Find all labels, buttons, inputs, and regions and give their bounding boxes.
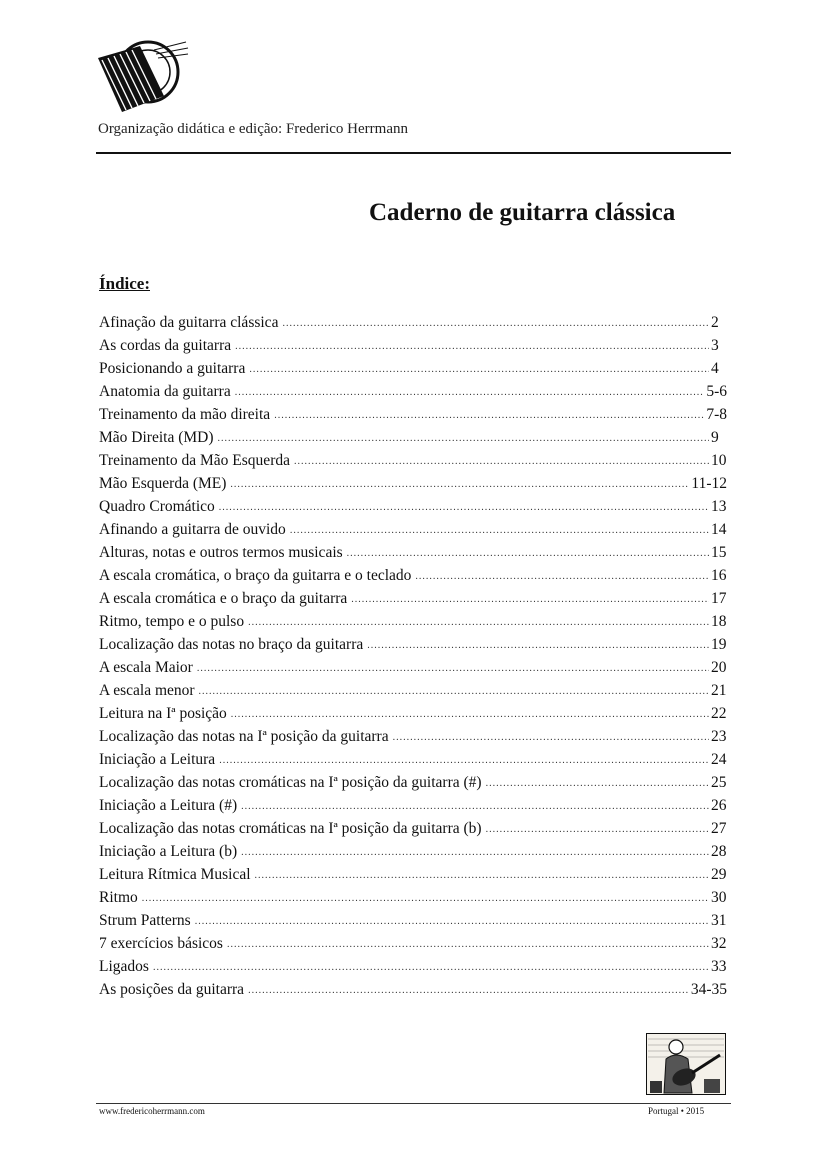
toc-entry-page: 30 (711, 889, 727, 906)
toc-entry-label: Strum Patterns (99, 912, 191, 929)
toc-leader-dots (227, 939, 709, 950)
toc-entry-page: 14 (711, 521, 727, 538)
toc-leader-dots (195, 916, 709, 927)
toc-entry-label: A escala cromática e o braço da guitarra (99, 590, 348, 607)
toc-entry-page: 15 (711, 544, 727, 561)
toc-entry-label: Afinação da guitarra clássica (99, 314, 279, 331)
toc-leader-dots (153, 962, 709, 973)
toc-entry-page: 13 (711, 498, 727, 515)
toc-leader-dots (248, 985, 689, 996)
toc-leader-dots (249, 364, 709, 375)
toc-leader-dots (415, 571, 709, 582)
toc-entry-label: A escala menor (99, 682, 195, 699)
toc-leader-dots (230, 479, 689, 490)
toc-leader-dots (351, 594, 709, 605)
toc-entry[interactable] (99, 912, 727, 935)
toc-entry-label: Mão Esquerda (ME) (99, 475, 227, 492)
toc-entry-label: Localização das notas no braço da guitarra (99, 636, 364, 653)
toc-entry-page: 24 (711, 751, 727, 768)
toc-leader-dots (347, 548, 709, 559)
toc-entry-label: Ritmo, tempo e o pulso (99, 613, 245, 630)
toc-entry[interactable] (99, 774, 727, 797)
toc-entry-page: 28 (711, 843, 727, 860)
toc-entry[interactable] (99, 636, 727, 659)
toc-leader-dots (199, 686, 709, 697)
toc-leader-dots (486, 778, 709, 789)
toc-entry-label: A escala Maior (99, 659, 193, 676)
toc-entry-page: 25 (711, 774, 727, 791)
toc-entry-page: 9 (711, 429, 719, 446)
footer-location-year: Portugal • 2015 (648, 1106, 705, 1116)
toc-entry-page: 18 (711, 613, 727, 630)
toc-entry[interactable] (99, 314, 727, 337)
toc-entry-page: 21 (711, 682, 727, 699)
toc-entry-page: 3 (711, 337, 719, 354)
toc-entry[interactable] (99, 475, 727, 498)
toc-entry[interactable] (99, 705, 727, 728)
toc-entry[interactable] (99, 337, 727, 360)
toc-entry-label: Anatomia da guitarra (99, 383, 231, 400)
toc-entry-page: 23 (711, 728, 727, 745)
toc-entry-page: 31 (711, 912, 727, 929)
toc-leader-dots (241, 801, 709, 812)
index-heading: Índice: (99, 274, 150, 293)
toc-leader-dots (294, 456, 709, 467)
toc-entry[interactable] (99, 866, 727, 889)
table-of-contents (99, 314, 727, 1004)
toc-entry[interactable] (99, 590, 727, 613)
organization-credit: Organização didática e edição: Frederico Herrmann (98, 121, 408, 137)
toc-entry-label: As cordas da guitarra (99, 337, 232, 354)
toc-entry[interactable] (99, 682, 727, 705)
toc-entry[interactable] (99, 958, 727, 981)
toc-leader-dots (219, 502, 709, 513)
toc-entry-label: Leitura na Iª posição (99, 705, 227, 722)
toc-entry[interactable] (99, 567, 727, 590)
toc-leader-dots (367, 640, 709, 651)
toc-entry[interactable] (99, 521, 727, 544)
toc-entry-label: Localização das notas cromáticas na Iª posição da guitarra (#) (99, 774, 482, 791)
toc-leader-dots (248, 617, 709, 628)
vihuela-player-illustration-icon (646, 1033, 726, 1095)
toc-leader-dots (142, 893, 709, 904)
toc-entry-page: 5-6 (706, 383, 727, 400)
toc-entry-page: 34-35 (690, 981, 727, 998)
toc-entry-label: Mão Direita (MD) (99, 429, 214, 446)
toc-entry-page: 16 (711, 567, 727, 584)
toc-entry-label: 7 exercícios básicos (99, 935, 223, 952)
toc-entry[interactable] (99, 360, 727, 383)
toc-entry-label: Alturas, notas e outros termos musicais (99, 544, 343, 561)
toc-entry[interactable] (99, 406, 727, 429)
toc-entry-label: Localização das notas na Iª posição da guitarra (99, 728, 389, 745)
toc-entry-label: Treinamento da Mão Esquerda (99, 452, 290, 469)
toc-leader-dots (231, 709, 709, 720)
toc-leader-dots (274, 410, 704, 421)
toc-entry-label: As posições da guitarra (99, 981, 245, 998)
toc-entry-page: 20 (711, 659, 727, 676)
toc-entry[interactable] (99, 613, 727, 636)
toc-entry[interactable] (99, 751, 727, 774)
toc-leader-dots (197, 663, 709, 674)
toc-entry-label: Iniciação a Leitura (#) (99, 797, 238, 814)
guitar-logo-icon (94, 40, 190, 120)
toc-entry-page: 17 (711, 590, 727, 607)
toc-entry-page: 4 (711, 360, 719, 377)
toc-entry-page: 11-12 (691, 475, 727, 492)
toc-leader-dots (218, 433, 710, 444)
toc-entry-page: 33 (711, 958, 727, 975)
footer-divider (96, 1103, 731, 1104)
toc-entry-label: Ritmo (99, 889, 138, 906)
toc-entry[interactable] (99, 843, 727, 866)
header-divider (96, 152, 731, 154)
toc-entry[interactable] (99, 797, 727, 820)
toc-entry[interactable] (99, 820, 727, 843)
toc-entry[interactable] (99, 429, 727, 452)
toc-entry-page: 29 (711, 866, 727, 883)
toc-entry[interactable] (99, 383, 727, 406)
toc-leader-dots (290, 525, 709, 536)
toc-entry-page: 19 (711, 636, 727, 653)
toc-entry[interactable] (99, 981, 727, 1004)
toc-leader-dots (241, 847, 709, 858)
toc-leader-dots (219, 755, 709, 766)
toc-entry[interactable] (99, 889, 727, 912)
toc-leader-dots (255, 870, 709, 881)
toc-leader-dots (235, 341, 709, 352)
toc-entry[interactable] (99, 544, 727, 567)
toc-entry-page: 2 (711, 314, 719, 331)
toc-entry-page: 22 (711, 705, 727, 722)
toc-entry-label: Leitura Rítmica Musical (99, 866, 251, 883)
toc-leader-dots (235, 387, 705, 398)
toc-entry-label: Treinamento da mão direita (99, 406, 271, 423)
toc-entry-page: 27 (711, 820, 727, 837)
toc-entry-label: Posicionando a guitarra (99, 360, 246, 377)
toc-entry-label: Iniciação a Leitura (b) (99, 843, 238, 860)
toc-entry[interactable] (99, 728, 727, 751)
toc-entry[interactable] (99, 935, 727, 958)
toc-entry[interactable] (99, 498, 727, 521)
page-title: Caderno de guitarra clássica (369, 199, 676, 226)
toc-entry-page: 26 (711, 797, 727, 814)
toc-leader-dots (393, 732, 709, 743)
toc-entry[interactable] (99, 452, 727, 475)
toc-entry-label: A escala cromática, o braço da guitarra e o teclado (99, 567, 412, 584)
toc-entry[interactable] (99, 659, 727, 682)
toc-leader-dots (282, 318, 709, 329)
toc-leader-dots (486, 824, 709, 835)
toc-entry-label: Ligados (99, 958, 149, 975)
toc-entry-page: 32 (711, 935, 727, 952)
footer-website-link[interactable]: www.fredericoherrmann.com (99, 1106, 205, 1116)
toc-entry-label: Localização das notas cromáticas na Iª posição da guitarra (b) (99, 820, 482, 837)
toc-entry-page: 7-8 (706, 406, 727, 423)
toc-entry-label: Afinando a guitarra de ouvido (99, 521, 286, 538)
toc-entry-label: Quadro Cromático (99, 498, 215, 515)
toc-entry-label: Iniciação a Leitura (99, 751, 216, 768)
toc-entry-page: 10 (711, 452, 727, 469)
